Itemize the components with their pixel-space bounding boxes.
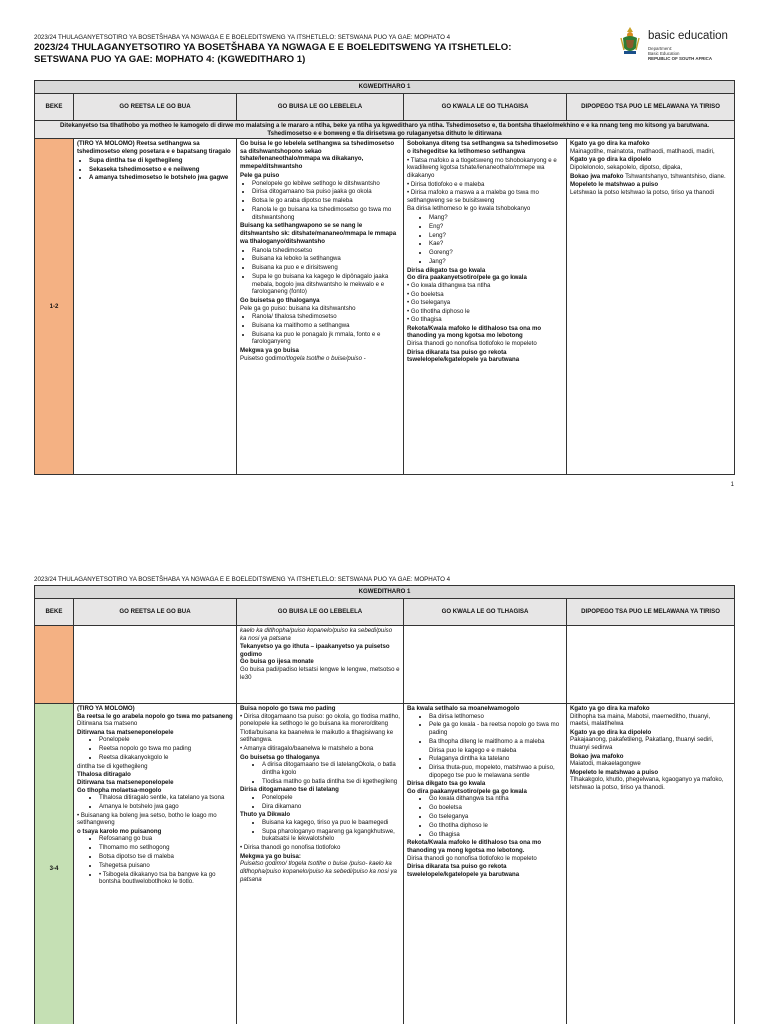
list-item: • Supa dintlha tse di kgethegileng [89, 157, 233, 165]
subheading: Pele ga puiso [240, 172, 280, 180]
cell-reading-week-3-4 [237, 704, 404, 1024]
page-1 [0, 0, 768, 492]
subheading: o tsaya karolo mo puisanong [77, 827, 162, 835]
paragraph: • Go kwala dithangwa tsa ntlha [407, 281, 491, 289]
running-header: 2023/24 THULAGANYETSOTIRO YA BOSETŠHABA YA NGWAGA E E BOELEDITSWENG YA ITSHETLELO: SETSWANA PUO YA GAE: MOPHATO 4 [34, 576, 451, 583]
col-header-kwala: GO KWALA LE GO TLHAGISA [404, 94, 567, 121]
curriculum-table-page-2 [34, 585, 735, 1024]
list-item: • Tshegetsa puisano [99, 862, 233, 870]
subheading: Go buisetsa go tlhaloganya [240, 753, 320, 761]
list-item: • Buisana ka leboko la setlhangwa [252, 255, 400, 263]
bullet-list [77, 736, 233, 761]
bullet-list [407, 755, 563, 779]
paragraph: Ba dirisa letlhomeso le go kwala tshobokanyo [407, 205, 531, 213]
cell-listening-week-3-4 [74, 704, 237, 1024]
subheading: Go dira paakanyetsotiro/pele ga go kwala [407, 787, 527, 795]
bullet-list [407, 713, 563, 746]
list-item: • Tlodisa matlho go batla dintlha tse di kgethegileng [262, 778, 400, 786]
text: Go tseleganya [410, 299, 451, 307]
cell-reading-week-1-2 [237, 139, 404, 475]
page-number: 1 [730, 482, 734, 488]
cell-listening-week-1-2 [74, 139, 237, 475]
list-item: • Goreng? [429, 249, 563, 257]
subheading: Dirisa dikgato tsa go kwala [407, 780, 486, 788]
logo-sub-2: Basic Education [648, 51, 680, 56]
text: Go kwala dithangwa tsa ntlha [410, 281, 491, 289]
baseline-assessment-note: Ditekanyetso tsa tlhatlhobo ya motheo le kamogelo di dirwe mo malatsing a le mararo a ntlha, beke ya ntlha ya kgweditharo ya ntlha. Tshedimosetso e, tla bontsha tlhaelo/mekhino e e ka nnang teng mo kitsong ya barutwana. Tshedimosetso e e bonweng e tla dirisetswa go rulaganyetsa dithuto le ditirwana [35, 121, 735, 139]
list-item: • Buisana ka maitlhomo a setlhangwa [252, 322, 400, 330]
page-2 [0, 572, 768, 1024]
paragraph: Pele ga go puiso: buisana ka ditshwantsho [240, 304, 356, 312]
list-item: • Buisana ka puo e e dirisitsweng [252, 264, 400, 272]
subheading: Dirisa dikgato tsa go kwala [407, 266, 486, 274]
paragraph: kaelo ka ditlhopha/puiso kopanelo/puiso ka sebedi/puiso ka nosi ya patsana [240, 627, 393, 642]
list-item: • Ranola le go buisana ka tshedimosetso go tswa mo ditshwantshong [252, 206, 400, 221]
paragraph [570, 173, 731, 181]
col-header-buisa: GO BUISA LE GO LEBELELA [237, 599, 404, 626]
paragraph: Pakajaanong, pakafetileng, Pakatlang, thuanyi sediri, thuanyi sedirwa [570, 736, 714, 751]
paragraph: • Dirisa mafoko a maswa a a maleba go tswa mo setlhangweng se se buisitsweng [407, 189, 539, 204]
cell-language-week-1-2 [567, 139, 735, 475]
list-item: • Tlhomamo mo setlhogong [99, 844, 233, 852]
title-line-1: 2023/24 THULAGANYETSOTIRO YA BOSETŠHABA YA NGWAGA E E BOELEDITSWENG YA ITSHETLELO: [34, 42, 512, 53]
subheading: Ba reetsa le go arabela nopolo go tswa mo patsaneng [77, 712, 233, 720]
subheading: Go dira paakanyetsotiro/pele ga go kwala [407, 274, 527, 282]
subheading: (TIRO YA MOLOMO) [77, 705, 135, 712]
kgweditharo-heading: KGWEDITHARO 1 [35, 81, 735, 94]
paragraph: • Go boeletsa [407, 290, 444, 298]
paragraph: • Dirisa ditogamaano tsa puiso: go okola, go tlodisa matlho, ponelopele ka setlhogo le go buisana ka morero/diteng [240, 712, 400, 728]
paragraph: • Tlatsa mafoko a a tlogetsweng mo tshobokanyong e e kwadilweng kgotsa tshate/lenaneothalo/mmepe wa dikakanyo [407, 156, 557, 180]
paragraph: Mainagotlhe, mainatota, matlhaodi, matlhaodi, madiri, [570, 147, 715, 155]
listening-bullets [77, 157, 233, 182]
col-header-buisa: GO BUISA LE GO LEBELELA [237, 94, 404, 121]
bullet-list [240, 761, 400, 785]
cell-language-week-3-4 [567, 704, 735, 1024]
subheading: Dirisa dikarata tsa puiso go rekota tswelelopele/kgatelopele ya barutwana [407, 863, 520, 878]
paragraph: Tlotla/buisana ka baanelwa le maikutlo a tlhagisiwang ke setlhangwa. [240, 728, 394, 744]
list-item: • Supa le go buisana ka kagego le dipônagalo jaaka mebala, bogolo jwa ditshwantsho le mekwalo e e farologaneng (fonto) [252, 273, 400, 296]
list-item: • Jang? [429, 258, 563, 266]
paragraph: Dirisa thanodi go nonofisa tlotlofoko le mopeleto [407, 340, 537, 348]
subheading: Tlhalosa ditiragalo [77, 771, 131, 779]
listening-heading: (TIRO YA MOLOMO) Reetsa setlhangwa sa tshedimosetso eleng posetara e e bapatsang tiragalo [77, 140, 231, 155]
list-item: • Buisana ka puo le ponagalo jk mmala, fonto e e farologanyeng [252, 331, 400, 346]
subheading: Mopeleto le matshwao a puiso [570, 181, 659, 189]
list-item: • Sekaseka tshedimosetso e e neilweng [89, 166, 233, 174]
subheading: Buisa nopolo go tswa mo pading [240, 705, 336, 712]
paragraph: • Go tlhagisa [407, 316, 442, 324]
cell-reading-continued [237, 626, 404, 704]
text: Go tlhotlha diphoso le [410, 307, 470, 315]
list-item: • Dirisa thuta-puo, mopeleto, matshwao a puiso, dipopego tse puo le melawana sentle [429, 764, 563, 779]
subheading: Dirisa dikarata tsa puiso go rekota tswelelopele/kgatelopele ya barutwana [407, 348, 520, 364]
paragraph: dintlha tse di kgethegileng [77, 762, 148, 770]
list-item: • A amanya tshedimosetso le botshelo jwa gagwe [89, 174, 233, 182]
paragraph: Ditirwana tsa matseno [77, 720, 138, 728]
col-header-kwala: GO KWALA LE GO TLHAGISA [404, 599, 567, 626]
reading-bullets [240, 247, 400, 296]
subheading: Bokao jwa mafoko [570, 172, 624, 180]
col-header-beke: BEKE [35, 599, 74, 626]
list-item: • Botsa le go araba dipotso tse maleba [252, 197, 400, 205]
list-item: • Dirisa ditogamaano tsa puiso jaaka go okola [252, 188, 400, 196]
list-item: • Go tlhotlha diphoso le [429, 822, 563, 830]
list-item: • Kae? [429, 240, 563, 248]
list-item: • Pele ga go kwala - ba reetsa nopolo go tswa mo pading [429, 721, 563, 736]
subheading: Mekgwa ya go buisa [240, 347, 299, 355]
subheading: Ba kwala setlhalo sa moanelwamogolo [407, 705, 520, 712]
subheading: Tekanyetso ya go ithuta – ipaakanyetso ya puisetso godimo [240, 643, 390, 658]
col-header-reetsa: GO REETSA LE GO BUA [74, 94, 237, 121]
list-item: • Botsa dipotso tse di maleba [99, 853, 233, 861]
list-item: • • Tsibogela dikakanyo tsa ba bangwe ka go bontsha boutlwelobotlhoko le tlotlo. [99, 871, 233, 886]
cell-empty [567, 626, 735, 704]
subheading: Kgato ya go dira ka mafoko [570, 705, 650, 712]
subheading: Kgato ya go dira ka mafoko [570, 140, 650, 148]
paragraph: • Go tlhotlha diphoso le [407, 307, 470, 315]
cell-writing-week-1-2 [404, 139, 567, 475]
list-item: • A dirisa ditogamaano tse di latelangOkola, o batla dintlha kgolo [262, 761, 400, 776]
cell-writing-week-3-4 [404, 704, 567, 1024]
logo-sub-3: REPUBLIC OF SOUTH AFRICA [648, 56, 712, 61]
week-cell-continued [35, 626, 74, 704]
bullet-list [77, 794, 233, 810]
week-label-3-4: 3-4 [35, 704, 74, 1024]
paragraph: • Dirisa thanodi go nonofisa tlotlofoko [240, 844, 341, 852]
paragraph: Letshwao la potso letshwao la potso, tiriso ya thanodi [570, 188, 714, 196]
paragraph: Dirisa puo le kagego e e maleba [429, 746, 517, 754]
list-item: • Tlhalosa ditiragalo sentle, ka tatelano ya tsona [99, 794, 233, 802]
paragraph: Dirisa thanodi go nonofisa tlotlofoko le mopeleto [407, 854, 537, 862]
text: Puisetso godimo/ [240, 354, 287, 362]
text: Dirisa mafoko a maswa a a maleba go tswa mo setlhangweng se se buisitsweng [407, 189, 539, 204]
paragraph: Puisetso godimo/ tlogela tsotlhe o buise /puiso- kaelo ka ditlhopha/puiso kopanelo/puiso ka sebedi/puiso ka nosi ya patsana [240, 860, 397, 883]
paragraph: Dipolelonolo, sekapolelo, dipotso, dipaka, [570, 163, 683, 171]
reading-bullets [240, 313, 400, 346]
text: Dirisa tlotlofoko e e maleba [410, 180, 485, 188]
subheading: Bokao jwa mafoko [570, 752, 624, 760]
col-header-beke: BEKE [35, 94, 74, 121]
paragraph: Ditlhopha tsa maina, Mabotsi, maemeditho, thuanyi, maetsi, malatlhelwa [570, 712, 711, 728]
coat-of-arms-icon [618, 26, 642, 56]
list-item: • Ba tlhopha diteng le maitlhomo a a maleba [429, 738, 563, 746]
subheading: Rekota/Kwala mafoko le ditlhaloso tsa ona mo thanoding ya mong kgotsa mo lebotong. [407, 839, 542, 854]
subheading: Rekota/Kwala mafoko le ditlhaloso tsa ona mo thanoding ya mong kgotsa mo lebotong [407, 324, 542, 340]
list-item: • Rulaganya dintlha ka tatelano [429, 755, 563, 763]
paragraph: • Buisanang ka boleng jwa setso, botho le loago mo setlhangweng [77, 811, 217, 827]
kgweditharo-heading: KGWEDITHARO 1 [35, 586, 735, 599]
cell-empty [404, 626, 567, 704]
list-item: • Ponelopele [262, 794, 400, 802]
list-item: • Ponelopele go lebilwe setlhogo le ditshwantsho [252, 180, 400, 188]
subheading: Ditirwana tsa matseneponelopele [77, 728, 174, 736]
list-item: • Eng? [429, 223, 563, 231]
subheading: Ditirwana tsa matseneponelopele [77, 778, 174, 786]
paragraph [240, 355, 400, 363]
paragraph: • Go tseleganya [407, 299, 451, 307]
list-item: • Buisana ka kagego, tiriso ya puo le baamegedi [262, 819, 400, 827]
logo-sub-1: Department: [648, 46, 673, 51]
paragraph: • Amanya ditiragalo/baanelwa le matshelo a bona [240, 744, 374, 752]
list-item: • Ranola tshedimosetso [252, 247, 400, 255]
bullet-list [407, 795, 563, 838]
subheading: Kgato ya go dira ka dipolelo [570, 156, 652, 164]
curriculum-table-page-1 [34, 80, 735, 475]
reading-bullets [240, 180, 400, 222]
subheading: Buisang ka setlhangwapono se se nang le ditshwantsho sk: ditshate/mananeo/mmapa le mmapa wa tlhaloganyo/ditshwantsho [240, 222, 397, 245]
list-item: • Ponelopele [99, 736, 233, 744]
page-gap [0, 492, 768, 572]
list-item: • Ba dirisa letlhomeso [429, 713, 563, 721]
paragraph: Tlhakakgolo, khutlo, phegelwana, kgaoganyo ya mafoko, letshwao la potso, tiriso ya thanodi. [570, 776, 724, 791]
text: tlogela tsotlhe o buise/puiso - [286, 354, 366, 362]
list-item: • Go boeletsa [429, 804, 563, 812]
subheading: Thuto ya Dikwalo [240, 811, 291, 819]
bullet-list [240, 819, 400, 843]
list-item: • Reetsa dikakanyokgolo le [99, 754, 233, 762]
list-item: • Go tlhagisa [429, 831, 563, 839]
subheading: Go tlhopha molaetsa-mogolo [77, 786, 162, 794]
running-header: 2023/24 THULAGANYETSOTIRO YA BOSETŠHABA YA NGWAGA E E BOELEDITSWENG YA ITSHETLELO: SETSWANA PUO YA GAE: MOPHATO 4 [34, 34, 451, 41]
list-item: • Refosanang go bua [99, 835, 233, 843]
basic-education-logo [618, 26, 748, 68]
bullet-list [240, 794, 400, 810]
subheading: Kgato ya go dira ka dipolelo [570, 728, 652, 736]
col-header-dipopego: DIPOPEGO TSA PUO LE MELAWANA YA TIRISO [567, 599, 735, 626]
title-line-2: SETSWANA PUO YA GAE: MOPHATO 4: (KGWEDITHARO 1) [34, 54, 306, 65]
week-label-1-2: 1-2 [35, 139, 74, 475]
text: Go boeletsa [410, 290, 444, 298]
subheading: Mopeleto le matshwao a puiso [570, 768, 659, 776]
text: Tshwantshanyo, tshwantshiso, diane. [625, 172, 726, 180]
list-item: • Reetsa nopolo go tswa mo pading [99, 745, 233, 753]
col-header-reetsa: GO REETSA LE GO BUA [74, 599, 237, 626]
reading-heading: Go buisa le go lebelela setlhangwa sa tshedimosetso sa ditshwantshopono sekao tshate/lenaneothalo/mmapa wa dikakanyo, mmepe/ditshwantsho [240, 140, 395, 170]
logo-brand-text: basic education [648, 30, 728, 42]
bullet-list [77, 835, 233, 885]
text: Tlatsa mafoko a a tlogetsweng mo tshobokanyong e e kwadilweng kgotsa tshate/lenaneothalo/mmepe wa dikakanyo [407, 156, 557, 180]
logo-subtext [648, 46, 712, 61]
writing-heading: Sobokanya diteng tsa setlhangwa sa tshedimosetso o itshegeditse ka letlhomeso setlhangwa [407, 140, 559, 155]
list-item: • Amanya le botshelo jwa gago [99, 803, 233, 811]
col-header-dipopego: DIPOPEGO TSA PUO LE MELAWANA YA TIRISO [567, 94, 735, 121]
list-item: • Leng? [429, 232, 563, 240]
list-item: • Supa pharologanyo magareng ga kgangkhutswe, bukatsatsi le lekwalotshelo [262, 828, 400, 843]
subheading: Go buisa go ijesa monate [240, 658, 314, 666]
list-item: • Dira dikamano [262, 803, 400, 811]
document-title [34, 42, 511, 66]
list-item: • Go tseleganya [429, 813, 563, 821]
list-item: • Go kwala dithangwa tsa ntlha [429, 795, 563, 803]
paragraph: • Dirisa tlotlofoko e e maleba [407, 180, 485, 188]
subheading: Dirisa ditogamaano tse di latelang [240, 786, 339, 794]
text: Go tlhagisa [410, 316, 442, 324]
paragraph: Go buisa padi/padiso letsatsi lengwe le lengwe, metsotso e le30 [240, 665, 400, 681]
subheading: Go buisetsa go tlhaloganya [240, 296, 320, 304]
list-item: • Ranola/ tlhalosa tshedimosetso [252, 313, 400, 321]
cell-empty [74, 626, 237, 704]
subheading: Mekgwa ya go buisa: [240, 852, 301, 860]
question-words [407, 214, 563, 266]
paragraph: Maiatodi, makaelagongwe [570, 760, 641, 768]
list-item: • Mang? [429, 214, 563, 222]
